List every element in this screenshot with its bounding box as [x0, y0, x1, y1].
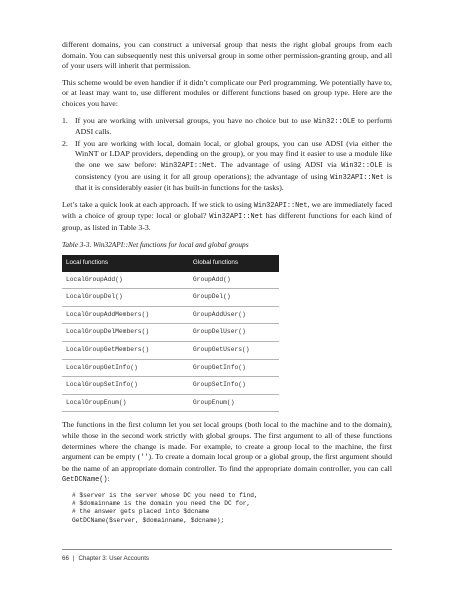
- inline-code: Win32API::Net: [209, 213, 263, 222]
- inline-code: '': [140, 454, 149, 463]
- table-cell: LocalGroupGetMembers(): [62, 342, 189, 360]
- column-header-local: Local functions: [62, 255, 189, 272]
- table-cell: LocalGroupGetInfo(): [62, 359, 189, 377]
- table-cell: GroupDelUser(): [189, 324, 279, 342]
- table-row: [62, 306, 279, 324]
- inline-code: Win32::OLE: [341, 161, 383, 170]
- list-text: to perform ADSI calls.: [75, 115, 393, 137]
- list-number: 2.: [62, 138, 68, 148]
- list-text: is that it is considerably easier (it has built-in functions for the tasks).: [75, 171, 392, 193]
- footer-separator: |: [72, 555, 75, 562]
- table-cell: GroupAdd(): [189, 272, 279, 289]
- table-cell: LocalGroupAddMembers(): [62, 306, 189, 324]
- column-header-global: Global functions: [189, 255, 279, 272]
- table-row: [62, 377, 279, 395]
- text-run: ). To create a domain local group or a global group, the first argument should be the name of an appropriate domain controller. To find the appropriate domain controller, you can call: [62, 452, 392, 473]
- table-cell: GroupDel(): [189, 289, 279, 307]
- table-caption: Table 3-3. Win32API::Net functions for local and global groups: [62, 239, 249, 249]
- page-number: 66: [62, 555, 69, 562]
- choices-list: [62, 116, 392, 194]
- list-text: is consistency (you are using it for all group operations); the advantage of using: [75, 159, 393, 181]
- table-row: [62, 342, 279, 360]
- text-run: Let’s take a quick look at each approach. If we stick to using: [62, 199, 254, 209]
- paragraph-intro: different domains, you can construct a universal group that nests the right global groups from each domain. You can subsequently nest this universal group in some other permission-granting group, and all of your users will inherit that permission.: [62, 40, 392, 71]
- table-row: [62, 394, 279, 412]
- functions-table: [62, 255, 279, 412]
- list-text: . The advantage of using ADSI via: [214, 159, 342, 169]
- list-text: If you are working with local, domain local, or global groups, you can use ADSI (via either the WinNT or LDAP providers, depending on the group), or you may find it easier to use a module like the one we saw before:: [75, 138, 392, 169]
- paragraph-scheme: This scheme would be even handier if it didn’t complicate our Perl programming. We potentially have to, or at least may want to, use different modules or different functions based on group type. Here are the choices you have:: [62, 77, 392, 108]
- table-cell: GroupGetUsers(): [189, 342, 279, 360]
- table-cell: GroupGetInfo(): [189, 359, 279, 377]
- inline-code: Win32::OLE: [313, 117, 356, 126]
- table-cell: LocalGroupAdd(): [62, 272, 189, 289]
- list-item: [62, 139, 392, 194]
- table-cell: GroupEnum(): [189, 394, 279, 412]
- page-body: [62, 40, 392, 525]
- table-row: [62, 324, 279, 342]
- inline-code: Win32API::Net: [330, 173, 384, 182]
- table-cell: LocalGroupSetInfo(): [62, 377, 189, 395]
- table-row: [62, 359, 279, 377]
- table-row: [62, 272, 279, 289]
- inline-code: Win32API::Net: [253, 201, 308, 210]
- paragraph-functions: [62, 420, 392, 486]
- text-run: The functions in the first column let you set local groups (both local to the machine and to the domain), while those in the second work strictly with global groups. The first argument to all of these functions determines where the change is made. For example, to create a group local to the machine, the first argument can be empty (: [62, 420, 392, 462]
- table-cell: GroupAddUser(): [189, 306, 279, 324]
- table-cell: GroupSetInfo(): [189, 377, 279, 395]
- paragraph-approach: [62, 200, 392, 234]
- list-text: If you are working with universal groups, you have no choice but to use: [75, 115, 314, 125]
- table-row: [62, 289, 279, 307]
- code-block: # $server is the server whose DC you need to find, # $domainname is the domain you need the DC for, # the answer gets placed into $dcname GetDCName($server, $domainname, $dcname);: [72, 492, 258, 524]
- text-run: has different functions for each kind of group, as listed in Table 3-3.: [62, 211, 392, 232]
- inline-code: GetDCName(): [62, 476, 108, 485]
- chapter-title: Chapter 3: User Accounts: [78, 555, 150, 562]
- text-run: :: [107, 474, 110, 484]
- inline-code: Win32API::Net: [160, 161, 215, 170]
- table-cell: LocalGroupDel(): [62, 289, 189, 307]
- page-footer: [62, 549, 392, 562]
- list-number: 1.: [62, 115, 68, 125]
- table-cell: LocalGroupDelMembers(): [62, 324, 189, 342]
- list-item: [62, 116, 392, 138]
- text-run: , we are immediately faced with a choice of group type: local or global?: [62, 199, 392, 221]
- table-cell: LocalGroupEnum(): [62, 394, 189, 412]
